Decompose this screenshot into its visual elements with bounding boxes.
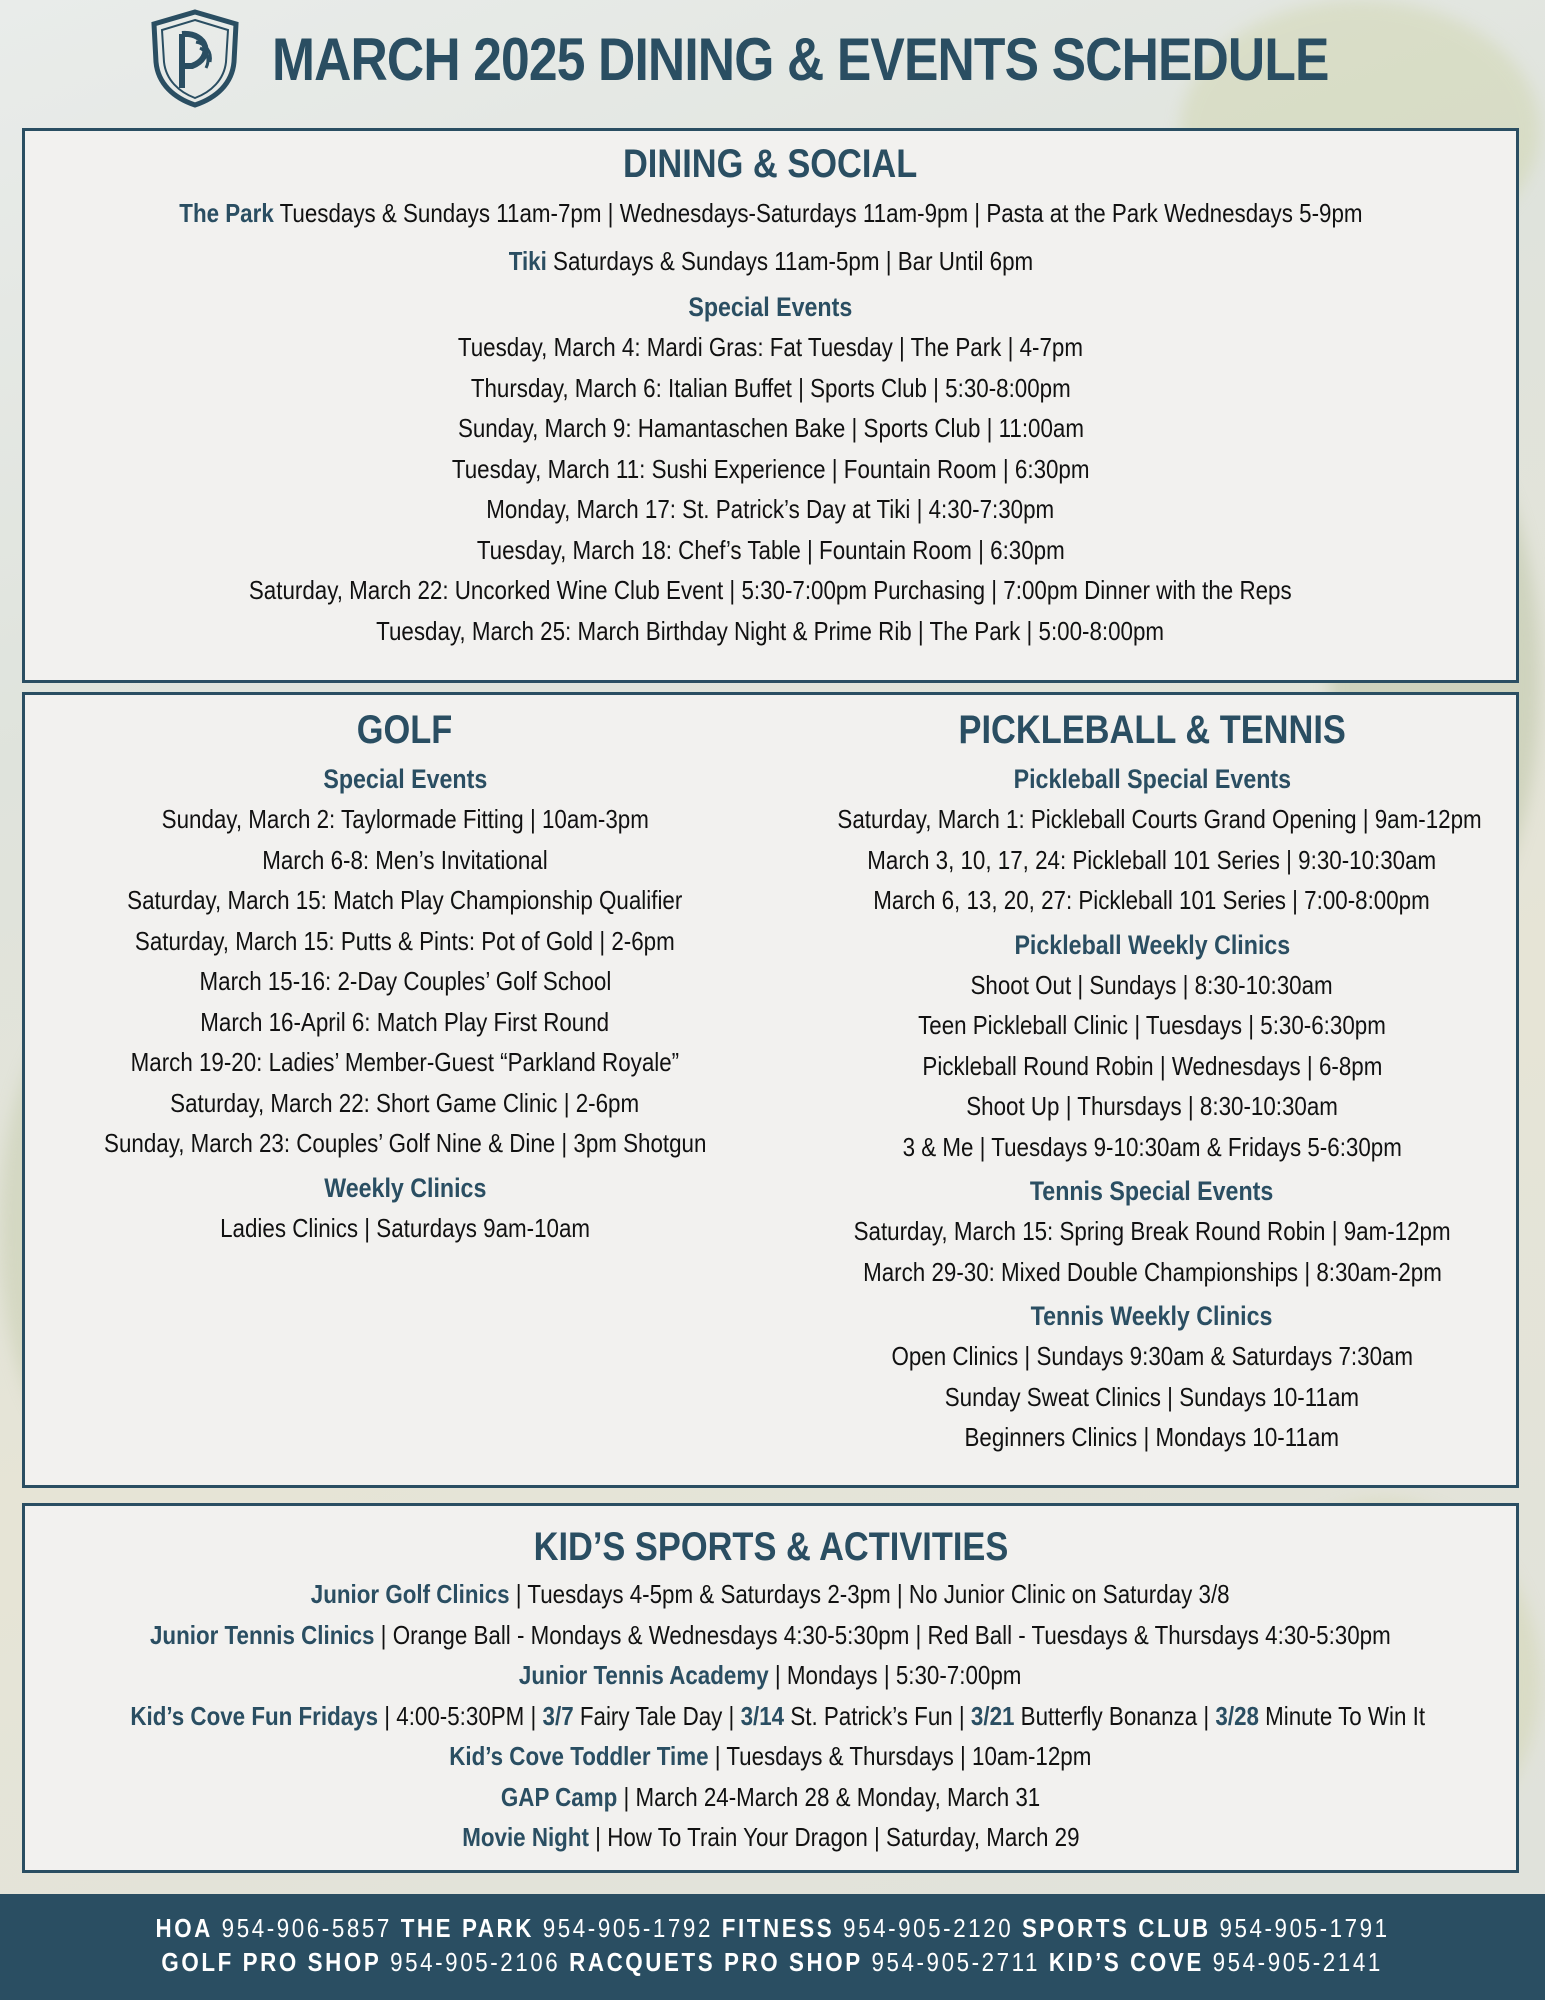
junior-golf-text: | Tuesdays 4-5pm & Saturdays 2-3pm | No Junior Clinic on Saturday 3/8 xyxy=(509,1579,1230,1609)
list-item xyxy=(519,1655,1021,1696)
contact-label: GOLF PRO SHOP xyxy=(161,1947,382,1977)
fun-friday-date: 3/14 xyxy=(740,1700,785,1731)
list-item: Sunday, March 9: Hamantaschen Bake | Sports Club | 11:00am xyxy=(457,413,1084,443)
list-item: March 6, 13, 20, 27: Pickleball 101 Series | 7:00-8:00pm xyxy=(873,885,1431,915)
junior-tennis-label: Junior Tennis Clinics xyxy=(150,1619,375,1650)
list-item: Saturday, March 15: Putts & Pints: Pot of Gold | 2-6pm xyxy=(135,925,675,956)
list-item: Tuesday, March 25: March Birthday Night & Prime Rib | The Park | 5:00-8:00pm xyxy=(376,615,1165,646)
list-item: 3 & Me | Tuesdays 9-10:30am & Fridays 5-6:30pm xyxy=(902,1131,1402,1162)
park-label: The Park xyxy=(178,198,274,228)
fun-fridays-time: | 4:00-5:30PM | xyxy=(378,1700,543,1731)
list-item: Shoot Out | Sundays | 8:30-10:30am xyxy=(970,969,1334,1000)
contact-line xyxy=(155,1911,1389,1945)
contact-label: FITNESS xyxy=(721,1913,835,1943)
section-heading: PICKLEBALL & TENNIS xyxy=(958,708,1346,752)
contact-phone[interactable]: 954-905-2106 xyxy=(381,1947,570,1977)
list-item: Saturday, March 15: Spring Break Round Robin | 9am-12pm xyxy=(853,1216,1451,1246)
subsection-heading: Special Events xyxy=(323,764,487,794)
list-item: Open Clinics | Sundays 9:30am & Saturdays 7:30am xyxy=(891,1341,1413,1371)
list-item: March 19-20: Ladies’ Member-Guest “Parkland Royale” xyxy=(130,1047,680,1077)
list-item: Shoot Up | Thursdays | 8:30-10:30am xyxy=(966,1091,1338,1121)
golf-column xyxy=(25,703,785,1248)
fun-friday-date: 3/28 xyxy=(1215,1700,1259,1731)
fun-fridays-label: Kid’s Cove Fun Fridays xyxy=(130,1700,379,1731)
contact-line xyxy=(162,1945,1383,1979)
subsection-heading: Pickleball Weekly Clinics xyxy=(1014,929,1290,960)
list-item: Saturday, March 22: Short Game Clinic | 2-6pm xyxy=(170,1087,640,1118)
tiki-hours-text: Saturdays & Sundays 11am-5pm | Bar Until 6pm xyxy=(546,245,1033,276)
contact-phone[interactable]: 954-905-2120 xyxy=(834,1913,1022,1943)
list-item xyxy=(311,1574,1230,1615)
list-item: March 16-April 6: Match Play First Round xyxy=(200,1006,610,1037)
section-heading: KID’S SPORTS & ACTIVITIES xyxy=(533,1525,1008,1569)
contact-phone[interactable]: 954-905-2141 xyxy=(1204,1947,1384,1977)
list-item xyxy=(462,1817,1079,1858)
kids-section xyxy=(22,1503,1519,1873)
toddler-text: | Tuesdays & Thursdays | 10am-12pm xyxy=(708,1741,1092,1771)
list-item: March 3, 10, 17, 24: Pickleball 101 Series | 9:30-10:30am xyxy=(867,844,1437,875)
tiki-hours xyxy=(508,241,1032,282)
list-item: March 6-8: Men’s Invitational xyxy=(262,844,548,875)
junior-tennis-text: | Orange Ball - Mondays & Wednesdays 4:30-5:30pm | Red Ball - Tuesdays & Thursdays 4:30-5:30pm xyxy=(374,1619,1391,1650)
contact-phone[interactable]: 954-905-1792 xyxy=(533,1913,722,1943)
movie-text: | How To Train Your Dragon | Saturday, March 29 xyxy=(588,1822,1080,1852)
list-item xyxy=(449,1736,1091,1777)
contact-label: SPORTS CLUB xyxy=(1021,1913,1211,1943)
list-item xyxy=(501,1777,1040,1818)
fun-friday-theme: St. Patrick’s Fun | xyxy=(784,1700,971,1731)
gap-label: GAP Camp xyxy=(500,1781,618,1812)
subsection-heading: Weekly Clinics xyxy=(323,1172,487,1203)
academy-text: | Mondays | 5:30-7:00pm xyxy=(768,1660,1022,1690)
section-heading: GOLF xyxy=(357,708,453,752)
fun-friday-theme: Fairy Tale Day | xyxy=(573,1700,741,1731)
list-item: Sunday, March 23: Couples’ Golf Nine & Dine | 3pm Shotgun xyxy=(103,1128,707,1158)
park-hours xyxy=(179,193,1362,234)
tiki-label: Tiki xyxy=(508,245,547,276)
list-item xyxy=(130,1696,1425,1737)
dining-social-section xyxy=(22,128,1519,683)
list-item xyxy=(150,1615,1391,1656)
subsection-heading: Pickleball Special Events xyxy=(1013,764,1291,794)
fun-friday-theme: Butterfly Bonanza | xyxy=(1014,1700,1216,1731)
list-item: Saturday, March 15: Match Play Championship Qualifier xyxy=(127,885,683,915)
toddler-label: Kid’s Cove Toddler Time xyxy=(449,1741,709,1771)
gap-text: | March 24-March 28 & Monday, March 31 xyxy=(617,1781,1041,1812)
list-item: Saturday, March 22: Uncorked Wine Club Event | 5:30-7:00pm Purchasing | 7:00pm Dinner with the Reps xyxy=(249,575,1292,605)
subsection-heading: Tennis Weekly Clinics xyxy=(1031,1301,1273,1331)
contact-label: THE PARK xyxy=(400,1913,534,1943)
list-item: Tuesday, March 4: Mardi Gras: Fat Tuesday | The Park | 4-7pm xyxy=(457,332,1084,362)
list-item: Sunday, March 2: Taylormade Fitting | 10am-3pm xyxy=(161,804,649,834)
list-item: Beginners Clinics | Mondays 10-11am xyxy=(964,1422,1340,1452)
academy-label: Junior Tennis Academy xyxy=(519,1660,769,1690)
shield-logo-icon xyxy=(148,8,242,108)
list-item: Ladies Clinics | Saturdays 9am-10am xyxy=(220,1212,590,1243)
fun-friday-date: 3/7 xyxy=(542,1700,574,1731)
contact-label: RACQUETS PRO SHOP xyxy=(569,1947,864,1977)
page-title: MARCH 2025 DINING & EVENTS SCHEDULE xyxy=(272,26,1329,93)
list-item: March 15-16: 2-Day Couples’ Golf School xyxy=(199,966,611,996)
subsection-heading: Tennis Special Events xyxy=(1030,1176,1274,1206)
fun-friday-date: 3/21 xyxy=(970,1700,1015,1731)
contact-phone[interactable]: 954-905-2711 xyxy=(863,1947,1050,1977)
golf-racquets-section xyxy=(22,692,1519,1488)
list-item: Sunday Sweat Clinics | Sundays 10-11am xyxy=(944,1381,1360,1412)
junior-golf-label: Junior Golf Clinics xyxy=(311,1579,510,1609)
list-item: March 29-30: Mixed Double Championships | 8:30am-2pm xyxy=(862,1256,1442,1287)
fun-friday-theme: Minute To Win It xyxy=(1258,1700,1426,1731)
racquets-column xyxy=(785,703,1519,1458)
section-heading: DINING & SOCIAL xyxy=(623,142,918,186)
list-item: Tuesday, March 18: Chef’s Table | Fountain Room | 6:30pm xyxy=(476,534,1065,565)
list-item: Teen Pickleball Clinic | Tuesdays | 5:30-6:30pm xyxy=(918,1010,1386,1040)
page-header xyxy=(0,0,1545,126)
movie-label: Movie Night xyxy=(461,1822,589,1852)
contact-phone[interactable]: 954-906-5857 xyxy=(212,1913,401,1943)
contact-footer xyxy=(0,1894,1545,2000)
contact-phone[interactable]: 954-905-1791 xyxy=(1210,1913,1390,1943)
list-item: Monday, March 17: St. Patrick’s Day at Tiki | 4:30-7:30pm xyxy=(486,494,1055,524)
list-item: Pickleball Round Robin | Wednesdays | 6-8pm xyxy=(922,1050,1382,1081)
park-hours-text: Tuesdays & Sundays 11am-7pm | Wednesdays-Saturdays 11am-9pm | Pasta at the Park Wednesdays 5-9pm xyxy=(273,198,1363,228)
contact-label: HOA xyxy=(155,1913,213,1943)
list-item: Thursday, March 6: Italian Buffet | Sports Club | 5:30-8:00pm xyxy=(470,372,1071,403)
list-item: Tuesday, March 11: Sushi Experience | Fountain Room | 6:30pm xyxy=(451,453,1090,484)
contact-label: KID’S COVE xyxy=(1049,1947,1205,1977)
list-item: Saturday, March 1: Pickleball Courts Grand Opening | 9am-12pm xyxy=(837,804,1482,834)
subsection-heading: Special Events xyxy=(688,292,853,322)
